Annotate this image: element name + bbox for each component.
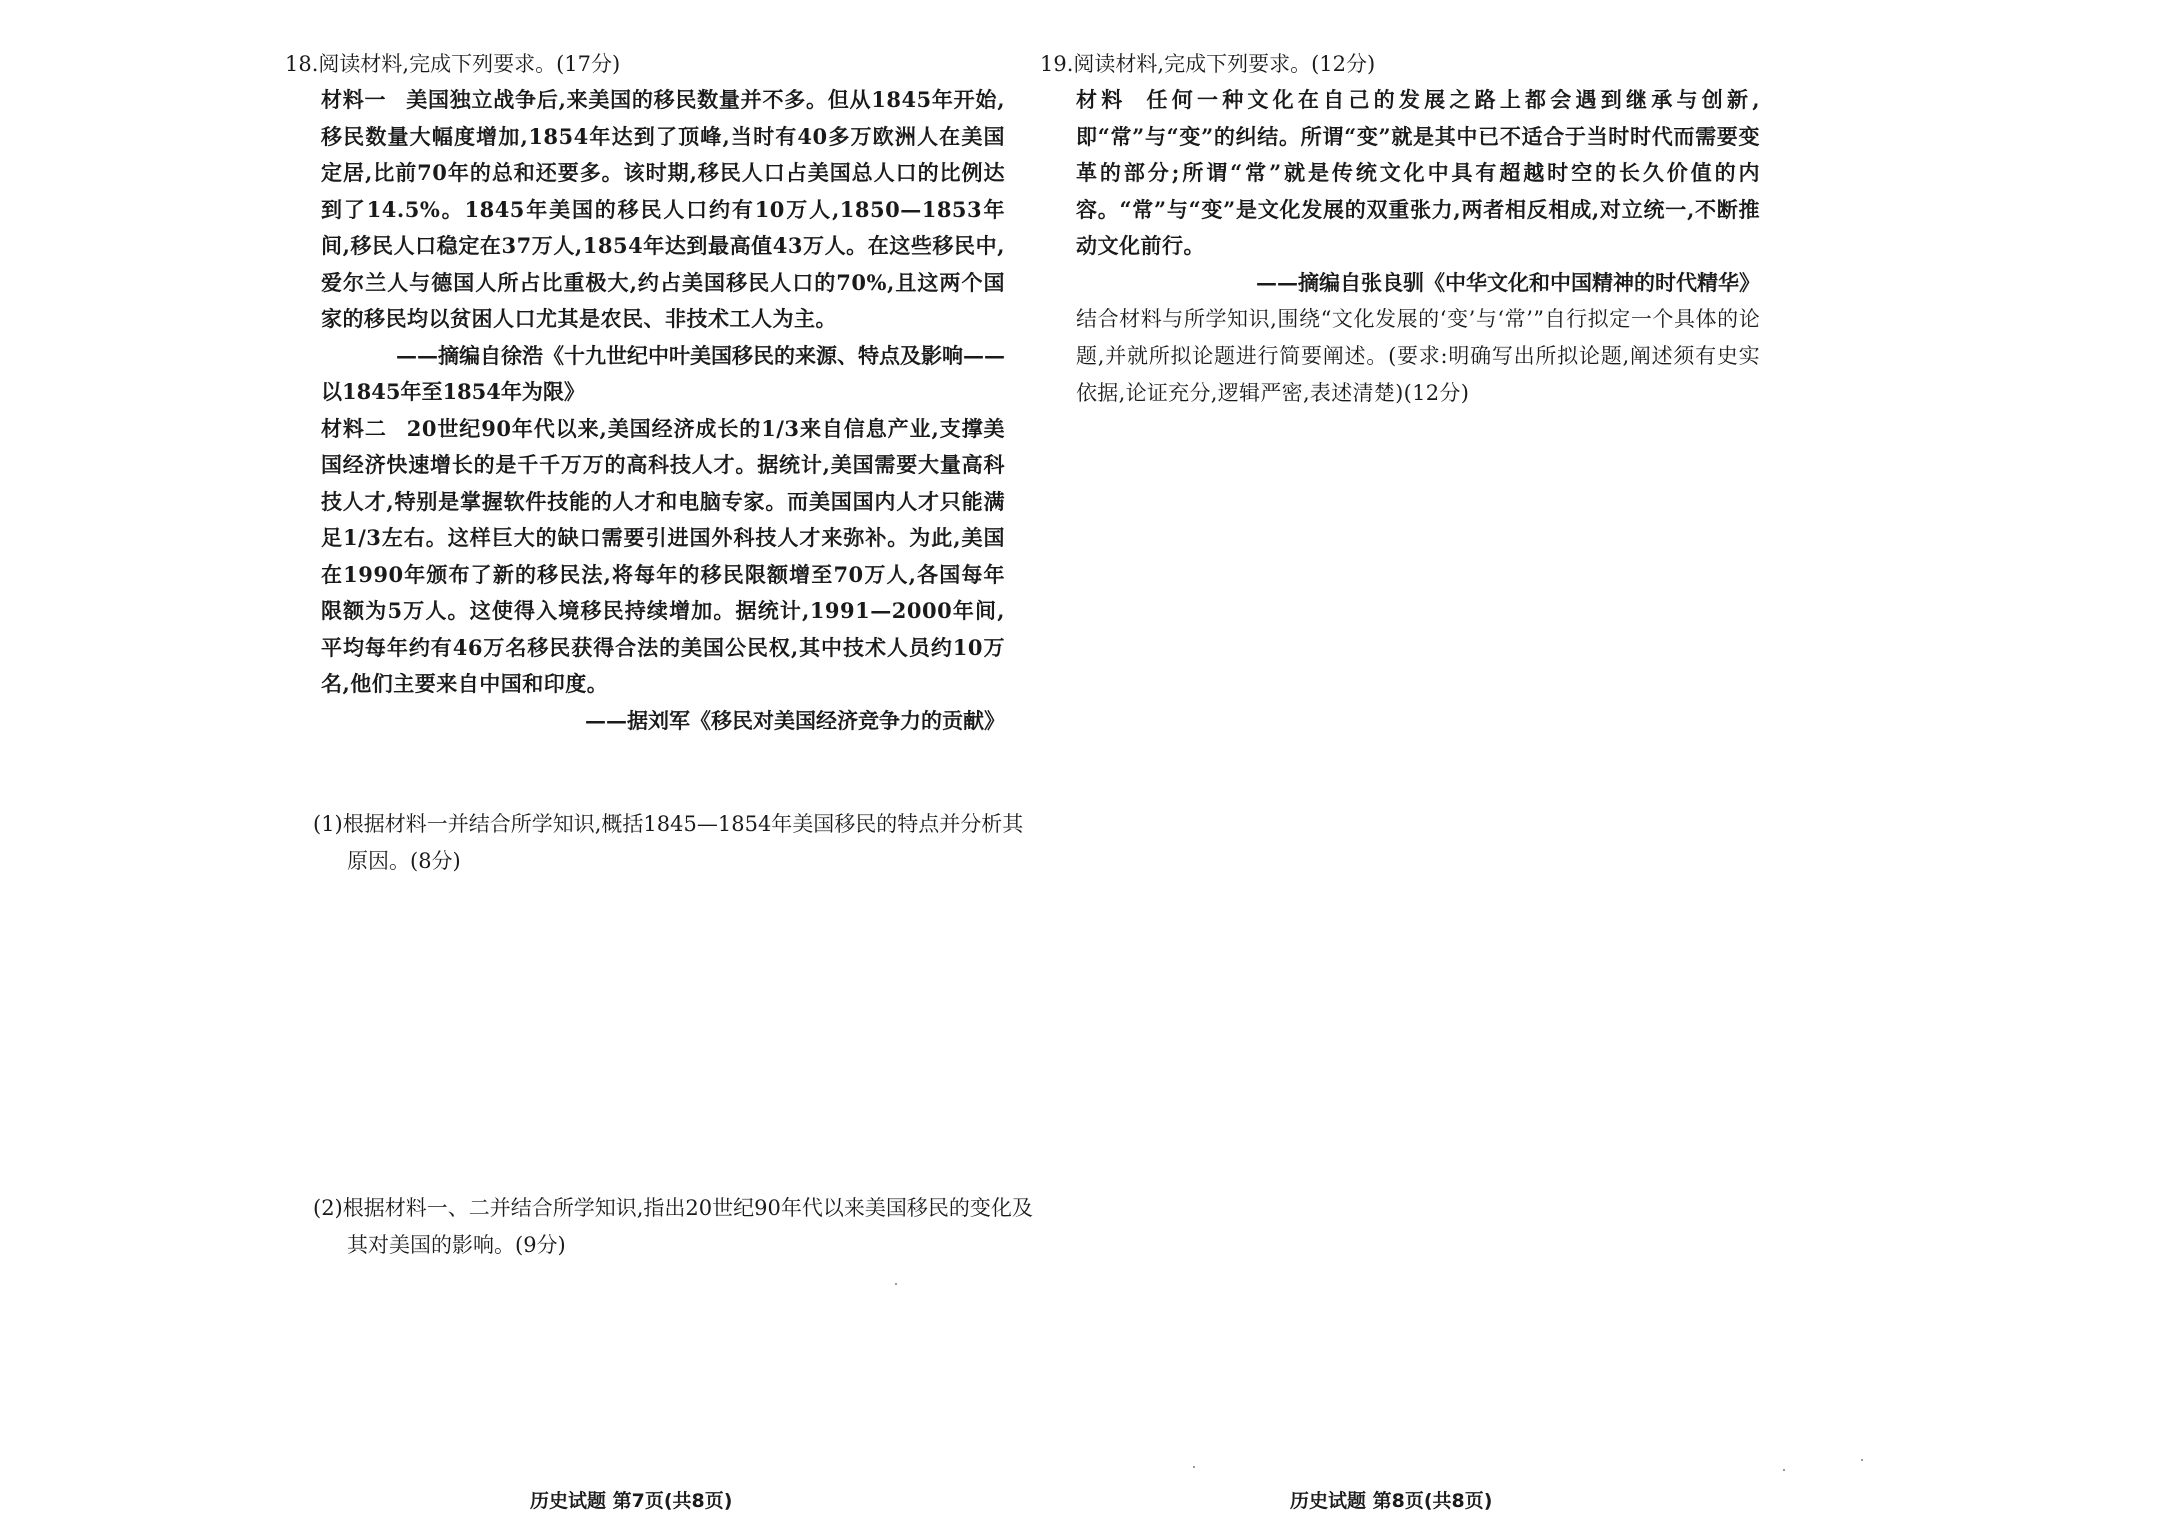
material-1-text: 美国独立战争后,来美国的移民数量并不多。但从1845年开始,移民数量大幅度增加,1854年达到了顶峰,当时有40多万欧洲人在美国定居,比前70年的总和还要多。该时期,移民人口占美国总人口的比例达到了14.5%。1845年美国的移民人口约有10万人,1850—1853年间,移民人口稳定在37万人,1854年达到最高值43万人。在这些移民中,爱尔兰人与德国人所占比重极大,约占美国移民人口的70%,且这两个国家的移民均以贫困人口尤其是农民、非技术工人为主。 (321, 87, 1006, 331)
material-2 (321, 411, 1005, 703)
material-1-source-line2: 以1845年至1854年为限》 (321, 379, 585, 404)
question-18 (285, 46, 1005, 739)
material-q19-source: ——摘编自张良驯《中华文化和中国精神的时代精华》 (1256, 269, 1760, 295)
material-q19-label: 材料 (1076, 87, 1127, 112)
page-footer-right: 历史试题 第8页(共8页) (1290, 1490, 1493, 1512)
material-q19-text: 任何一种文化在自己的发展之路上都会遇到继承与创新,即“常”与“变”的纠结。所谓“变”就是其中已不适合于当时时代而需要变革的部分;所谓“常”就是传统文化中具有超越时空的长久价值的内容。“常”与“变”是文化发展的双重张力,两者相反相成,对立统一,不断推动文化前行。 (1076, 87, 1761, 258)
scan-speck (1861, 1459, 1863, 1461)
page-footer-left: 历史试题 第7页(共8页) (530, 1490, 733, 1512)
material-2-text: 20世纪90年代以来,美国经济成长的1/3来自信息产业,支撑美国经济快速增长的是千千万万的高科技人才。据统计,美国需要大量高科技人才,特别是掌握软件技能的人才和电脑专家。而美国国内人才只能满足1/3左右。这样巨大的缺口需要引进国外科技人才来弥补。为此,美国在1990年颁布了新的移民法,将每年的移民限额增至70万人,各国每年限额为5万人。这使得入境移民持续增加。据统计,1991—2000年间,平均每年约有46万名移民获得合法的美国公民权,其中技术人员约10万名,他们主要来自中国和印度。 (321, 415, 1005, 696)
material-2-label: 材料二 (321, 415, 387, 441)
material-q19 (1076, 82, 1760, 265)
material-1 (321, 82, 1005, 338)
scan-speck (1193, 1466, 1195, 1468)
question-18-sub-2: (2)根据材料一、二并结合所学知识,指出20世纪90年代以来美国移民的变化及其对美国的影响。(9分) (313, 1196, 1033, 1257)
question-19-title: 19.阅读材料,完成下列要求。(12分) (1040, 52, 1376, 76)
material-2-source: ——据刘军《移民对美国经济竞争力的贡献》 (585, 707, 1005, 733)
question-18-title: 18.阅读材料,完成下列要求。(17分) (285, 52, 621, 76)
question-19-task: 结合材料与所学知识,围绕“文化发展的‘变’与‘常’”自行拟定一个具体的论题,并就所拟论题进行简要阐述。(要求:明确写出所拟论题,阐述须有史实依据,论证充分,逻辑严密,表述清楚)(12分) (1076, 307, 1760, 405)
material-1-source (321, 338, 1005, 411)
material-1-source-line1: ——摘编自徐浩《十九世纪中叶美国移民的来源、特点及影响—— (396, 342, 1005, 368)
scan-speck (895, 1283, 897, 1285)
question-19 (1040, 46, 1760, 412)
question-18-sub-1: (1)根据材料一并结合所学知识,概括1845—1854年美国移民的特点并分析其原因。(8分) (313, 812, 1024, 873)
material-1-label: 材料一 (321, 87, 387, 112)
scan-speck (1783, 1469, 1785, 1471)
